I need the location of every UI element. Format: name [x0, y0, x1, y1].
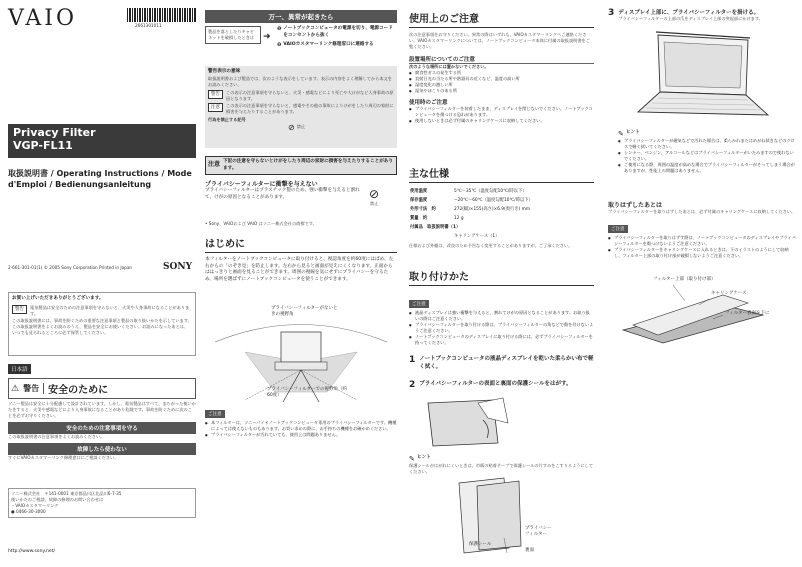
- safety-body: ソニー製品は安全に十分配慮して設計されています。しかし、電気製品はすべて、まちがった使いかたをすると、火災や感電などにより人身事故になることがあり危険です。事故を防ぐために次のことを必ずお守りください。: [8, 401, 196, 418]
- removal-body: プライバシーフィルターを取りはずしたあとは、必ず付属のキャリングケースに収納してください。: [608, 209, 796, 214]
- symbols-caution-text: この表示の注意事項を守らないと、感電やその他の事故によりけがをしたり周辺の家財に損害を与えたりすることがあります。: [226, 102, 394, 114]
- symbols-caution-label: 注意: [208, 103, 223, 112]
- spec-row: [409, 205, 534, 214]
- use-item: ● 使用しないときは必ず付属のキャリングケースに収納してください。: [409, 118, 594, 124]
- place-item: ● 湿度変化の激しい所: [409, 82, 594, 88]
- product-title-block: [8, 124, 196, 158]
- symbols-box: [205, 66, 397, 148]
- removal-note-tag: ご注意: [608, 225, 628, 233]
- spec-label: 質量 約: [410, 216, 428, 221]
- contact-line-3: ・VAIOカスタマーリンク: [11, 503, 59, 508]
- step-3-hint-item: ● シンナー、ベンジン、アルコールなどはプライバシーフィルターがいたみますので使わないでください。: [618, 150, 796, 162]
- step-3: [608, 8, 796, 22]
- contact-line-1: ソニー株式会社 〒141-0001 東京都品川区北品川6-7-35: [11, 491, 122, 496]
- safety-bar-1: 安全のための注意事項を守る: [8, 422, 196, 434]
- greeting-box: [8, 292, 196, 356]
- intro-section: [205, 235, 397, 283]
- intro-notes: [205, 400, 397, 438]
- step-1-number: 1: [409, 355, 416, 365]
- install-section: [409, 268, 594, 346]
- step-3-hint-item: ● プライバシーフィルターが磁気などで汚れた場合は、柔らかれまたはめがね拭きなどのクロスで軽く拭いてください。: [618, 138, 796, 150]
- sony-url[interactable]: http://www.sony.net/: [8, 549, 56, 554]
- greeting-body: この取扱説明書には、事故を防ぐための重要な注意事項と製品の取り扱いかたを示しています。この取扱説明書をよくお読みのうえ、製品を安全にお使いください。お読みになったあとは、いつでも見られるところに必ず保管してください。: [12, 317, 192, 335]
- use-title: 使用時のご注意: [409, 100, 448, 106]
- spec-value: 272(幅)×155(高さ)×6.9(奥行き) mm: [454, 207, 531, 212]
- spec-value: −20℃〜60℃（温度勾配10℃/時以下）: [454, 198, 533, 203]
- install-note: ● プライバシーフィルターを取り付ける際は、プライバシーフィルターの角などで傷を付けないようご注意ください。: [409, 322, 594, 334]
- column-4: [608, 0, 796, 567]
- install-hint-text: 保護シールがはがれにくいときは、市販の粘着テープで保護シールの片すみをこすりるようにしてください。: [409, 463, 594, 474]
- step-3-hint-item: ● ご使用になる際、周囲の温度が高めな場合でプライバシーフィルターがそってしまう場合がありますが、性能上の問題はありません。: [618, 162, 796, 174]
- greeting-title: お買い上げいただきありがとうございます。: [12, 296, 104, 301]
- warning-text: 電気製品は安全のための注意事項を守らないと、火災や人身事故になることがあります。: [30, 304, 190, 316]
- viewing-angle-figure: [205, 306, 397, 402]
- removal-title: 取りはずしたあとは: [608, 202, 663, 209]
- step-3-body: プライバシーフィルターの上部の爪をディスプレイ上部の突起部にかけます。: [618, 16, 763, 21]
- spec-row: [409, 223, 534, 232]
- vaio-logo: VAIO: [8, 6, 78, 31]
- emergency-arrow-icon: ➜: [263, 32, 271, 42]
- specs-footnote: 仕様および外観は、改良のため予告なく変更することがありますが、ご了承ください。: [409, 243, 573, 248]
- place-item: ● 腐食性ガスの発生する所: [409, 70, 594, 76]
- caution-prohibit-label: 禁止: [369, 201, 379, 207]
- spec-value: 5℃〜35℃（温度勾配10℃/時以下）: [454, 189, 527, 194]
- laptop-figure: [628, 30, 778, 125]
- safety-warning-icon: ⚠: [11, 383, 20, 394]
- spec-row: [409, 232, 534, 241]
- spec-row: [409, 214, 534, 223]
- laptop-illustration: [628, 30, 778, 125]
- caution-body: プライバシーフィルターはプラスチック製のため、強い衝撃を与えると割れて、けがの原因となることがあります。: [205, 188, 360, 200]
- spec-label: 保存温度: [410, 198, 428, 203]
- barcode: [127, 8, 197, 22]
- install-hint: [409, 455, 594, 475]
- warning-label: 警告: [12, 305, 27, 314]
- emergency-step-1: [277, 26, 397, 39]
- contact-line-4: ● 0466-30-3000: [11, 509, 46, 514]
- notice-title: 使用上のご注意: [409, 10, 594, 28]
- install-note: ● ノートブックコンピュータのディスプレイに取り付ける際には、必ずプライバシーフィルターを持ってください。: [409, 334, 594, 346]
- safety-title: 安全のために: [48, 385, 109, 396]
- step-2-circle-icon: ❷: [277, 42, 282, 48]
- intro-note-tag: ご注意: [205, 410, 225, 418]
- peel-figure-bottom: [449, 478, 589, 558]
- use-item: ● プライバシーフィルターを装着したまま、ディスプレイを閉じないでください。ノートブックコンピュータを傷つける恐れがあります。: [409, 106, 594, 118]
- caution-block: [205, 156, 397, 207]
- removal-note: ● プライバシーフィルターを取りはずす際は、ノートブックコンピュータのディスプレイやプライバシーフィルターを傷つけないようご注意ください。: [608, 235, 796, 247]
- trademark: • Sony、VAIOおよび VAIO はソニー株式会社の商標です。: [205, 221, 317, 226]
- caution-prohibit-icon: ⊘: [369, 187, 380, 202]
- symbols-intro: 取扱説明書および製品では、次のような表示をしています。表示の内容をよく理解してから本文をお読みください。: [208, 75, 392, 87]
- install-hint-title: ヒント: [416, 455, 431, 460]
- prohibit-label: 禁止: [296, 124, 306, 130]
- place-item: ● 直射日光の当たる所や熱器具の近くなど、温度の高い所: [409, 76, 594, 82]
- install-note: ● 液晶ディスプレイは強い衝撃を与えると、割れてけがの原因となることがあります。お取り扱いの際はご注意ください。: [409, 310, 594, 322]
- prohibit-icon: ⊘: [288, 122, 295, 132]
- step-3-title: ディスプレイ上部に、プライバシーフィルターを掛ける。: [618, 10, 760, 16]
- removal-note: ● プライバシーフィルターをキャリングケースに入れるときは、下のイラストのようにして収納し、フィルター上部の取り付け部が破損しないようご注意ください。: [608, 247, 796, 259]
- safety-warning-label: 警告: [23, 383, 44, 394]
- product-name: Privacy Filter: [13, 126, 96, 139]
- emergency-title: 万一、異常が起きたら: [205, 10, 397, 23]
- prohibit-title: 行為を禁止する記号: [208, 116, 246, 122]
- spec-label: 付属品 取扱説明書（1）: [410, 225, 461, 230]
- hint-icon: ✎: [409, 455, 415, 463]
- install-step-1: [409, 355, 594, 371]
- product-model: VGP-FL11: [13, 139, 73, 152]
- install-step-2: [409, 380, 594, 390]
- label-filter-top: フィルター上部（取り付け部）: [653, 277, 716, 282]
- code-line: 2-661-301-01(1) © 2005 Sony Corporation Printed in Japan: [8, 265, 133, 270]
- column-1: [8, 0, 196, 567]
- safety-line-2: すぐにVAIOカスタマーリンク修理窓口にご相談ください。: [8, 455, 119, 460]
- notice-section: [409, 10, 594, 124]
- label-carrying-case: キャリングケース: [711, 291, 747, 296]
- step-2-number: 2: [409, 380, 416, 390]
- contact-box: [8, 488, 196, 518]
- step-2-text: プライバシーフィルターの表面と裏面の保護シールをはがす。: [419, 381, 572, 387]
- language-tag: 日本語: [8, 364, 31, 374]
- label-protective-sheet: 保護シール: [469, 542, 492, 547]
- intro-label-top: プライバシーフィルターがないときの視野角: [271, 306, 338, 317]
- hint-icon: ✎: [618, 130, 624, 138]
- symbols-warning-label: 警告: [208, 90, 223, 99]
- place-title: 設置場所についてのご注意: [409, 55, 594, 64]
- column-2: [135, 0, 397, 567]
- label-face-down: フィルター表面を下に: [725, 311, 770, 316]
- notice-body: 次の注意事項をお守りください。異常の際はいずれも、VAIOカスタマーリンクへご連絡ください。VAIOカスタマーリンクについては、ノートブックコンピュータ本体に付属の取扱説明書をご覧ください。: [409, 32, 590, 49]
- step-3-hint-title: ヒント: [625, 130, 640, 135]
- intro-note: ● プライバシーフィルターが汚れていても、使用上は問題ありません。: [205, 432, 397, 438]
- place-item: ● 湿気やほこりのある所: [409, 88, 594, 94]
- specs-title: 主な仕様: [409, 165, 594, 183]
- barcode-number: 2661301011: [135, 23, 162, 28]
- emergency-left-box: 製品を落としたりキャビネットを破損したときは: [205, 26, 261, 44]
- safety-bar-2: 故障したら使わない: [8, 443, 196, 455]
- specs-table: [409, 187, 534, 241]
- caution-prohibit: [369, 188, 379, 207]
- emergency-step-2: [277, 42, 397, 49]
- place-sub: 次のような場所には置かないでください。: [409, 64, 489, 69]
- symbols-warning-text: この表示の注意事項を守らないと、火災・感電などにより死亡や大けがなど人身事故の原因となります。: [226, 89, 394, 101]
- spec-label: 外形寸法 約: [410, 207, 436, 212]
- step-3-hint: [618, 130, 796, 174]
- case-figure: [613, 275, 796, 345]
- intro-label-bottom: プライバシーフィルターでの視野角（約60度）: [267, 387, 348, 398]
- install-note-tag: ご注意: [409, 300, 429, 308]
- column-3: [409, 0, 594, 567]
- spec-value: キャリングケース（1）: [454, 234, 500, 239]
- label-privacy-filter: プライバシーフィルター: [525, 526, 552, 537]
- spec-row: [409, 196, 534, 205]
- spec-value: 12 g: [454, 216, 464, 221]
- spec-label: 使用温度: [410, 189, 428, 194]
- sony-logo: SONY: [163, 262, 192, 272]
- carrying-case-illustration: [613, 275, 796, 345]
- install-title: 取り付けかた: [409, 268, 594, 286]
- label-back-side: 裏面: [525, 548, 534, 553]
- safety-section: [8, 378, 196, 461]
- spec-label: [409, 232, 453, 241]
- intro-title: はじめに: [205, 235, 397, 253]
- emergency-step-2-text: VAIOカスタマーリンク修理窓口に連絡する: [283, 42, 374, 47]
- document-subtitle: 取扱説明書 / Operating Instructions / Mode d'Emploi / Bedienungsanleitung: [8, 169, 192, 189]
- spec-row: [409, 187, 534, 196]
- caution-heading: プライバシーフィルターに衝撃を与えない: [205, 181, 318, 189]
- caution-text: 下記の注意を守らないとけがをしたり周辺の家財に損害を与えたりすることがあります。: [223, 159, 393, 171]
- safety-line-1: この取扱説明書の注意事項をよくお読みください。: [8, 434, 105, 439]
- emergency-box: [205, 24, 397, 58]
- peel-illustration: [423, 398, 513, 448]
- intro-body: 本フィルターをノートブックコンピュータに取り付けると、視認角度を約60度にはばめ、左右からの「のぞき見」を防止します。左右から見ると画面が見えにくくなります。正面からははっきりと画面を見ることができます。周囲の視線を気にせずにプライバシーを守るため、場所を選ばずにノートブックコンピュータを使うことができます。: [205, 257, 394, 282]
- step-1-text: ノートブックコンピュータの液晶ディスプレイを乾いた柔らかい布で軽く拭く。: [419, 356, 594, 370]
- removal-section: [608, 200, 796, 259]
- emergency-step-1-text: ノートブックコンピュータの電源を切り、電源コードをコンセントから抜く: [283, 26, 393, 38]
- step-1-circle-icon: ❶: [277, 26, 282, 32]
- specs-section: [409, 165, 594, 249]
- contact-line-2: 使いかたのご相談、故障の修理のお問い合わせは: [11, 497, 104, 502]
- caution-label: 注意: [208, 161, 221, 168]
- step-3-number: 3: [608, 8, 615, 18]
- symbols-title: 警告表示の意味: [208, 69, 241, 74]
- intro-note: ● 本フィルターは、ソニーパイオノートブックコンピュータ専用のプライバシーフィルターです。機種によっては使えないものもあります。お買い求めの際に、お手持ちの機種をお確かめください。: [205, 420, 397, 432]
- peel-figure-top: [423, 398, 513, 448]
